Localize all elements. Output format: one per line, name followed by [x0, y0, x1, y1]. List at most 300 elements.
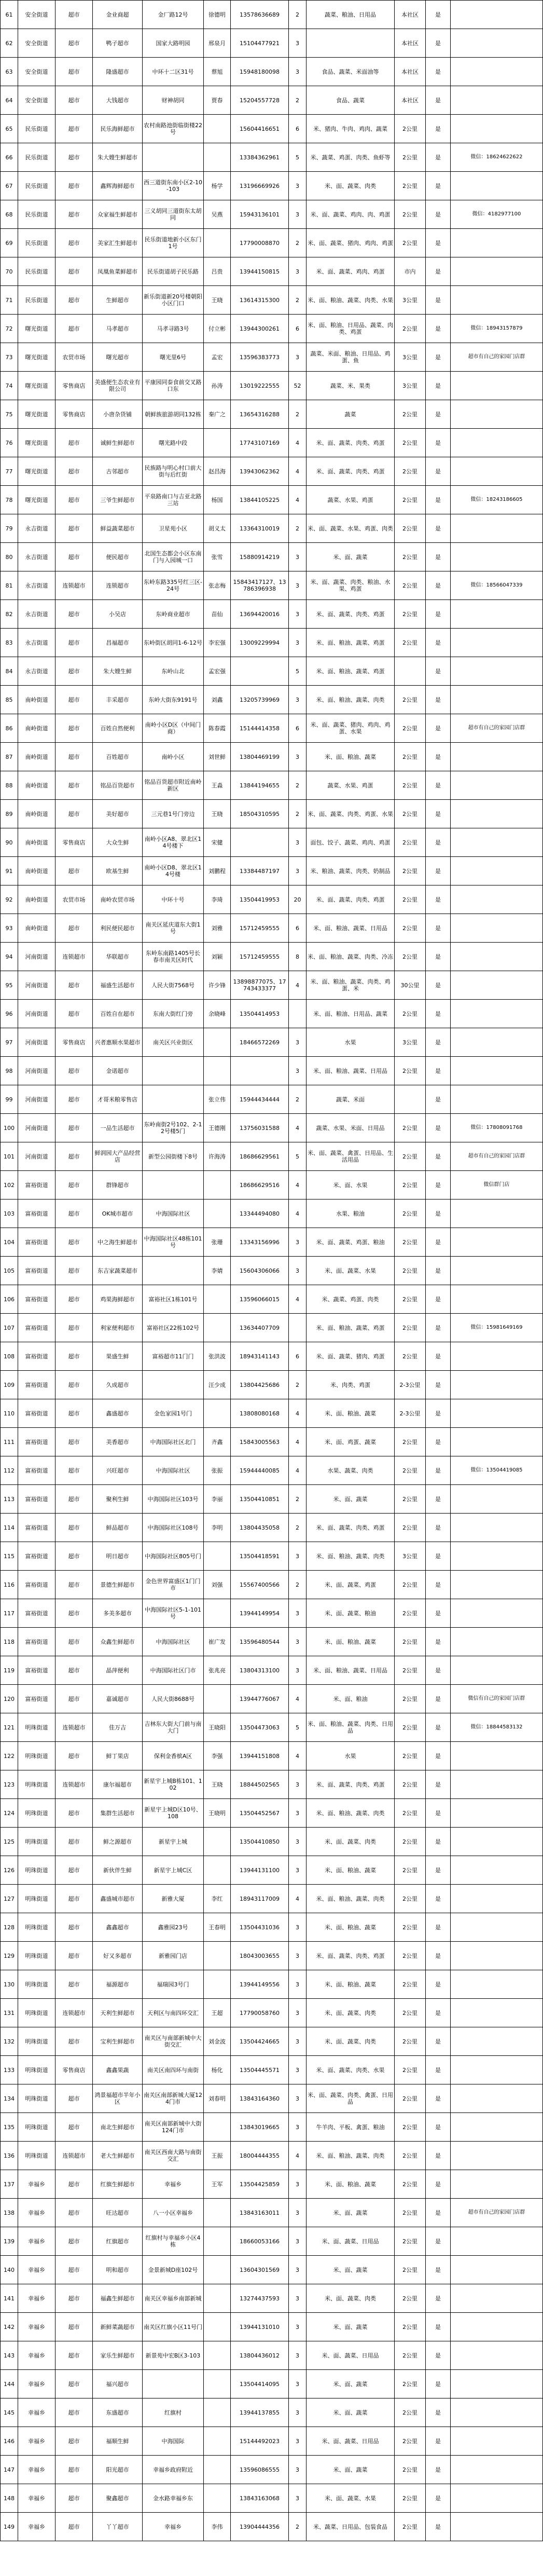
- products-cell: 米、面、蔬菜、日用品: [307, 2227, 395, 2256]
- table-row: [1, 257, 543, 286]
- staff-count-cell: 8: [289, 943, 307, 971]
- products-cell: 米、面、粮油、蔬菜、日用品: [307, 1057, 395, 1085]
- note-cell: [451, 600, 543, 629]
- note-cell: [451, 1399, 543, 1428]
- manager-cell: 张珊: [204, 1228, 231, 1257]
- table-row: [1, 1428, 543, 1456]
- business-name-cell: 鲜品超市: [93, 1514, 143, 1542]
- staff-count-cell: 3: [289, 2084, 307, 2113]
- products-cell: 蔬菜、水果、米面、日用品: [307, 1114, 395, 1142]
- note-cell: 超市有自己的家园门店群: [451, 1142, 543, 1171]
- manager-cell: [204, 2227, 231, 2256]
- manager-cell: 蔡旭: [204, 58, 231, 86]
- row-number-cell: 109: [1, 1371, 18, 1399]
- manager-cell: 徐德明: [204, 1, 231, 29]
- type-cell: 超市: [55, 1799, 93, 1828]
- type-cell: 连锁超市: [55, 943, 93, 971]
- manager-cell: 刘鹏程: [204, 857, 231, 885]
- row-number-cell: 128: [1, 1913, 18, 1942]
- staff-count-cell: 3: [289, 857, 307, 885]
- staff-count-cell: 3: [289, 2056, 307, 2084]
- table-row: [1, 2056, 543, 2084]
- table-row: [1, 914, 543, 943]
- staff-count-cell: 4: [289, 429, 307, 457]
- address-cell: 新景苑中宏B区3-103: [143, 2341, 204, 2370]
- business-name-cell: 晶萍便利: [93, 1656, 143, 1685]
- district-cell: 富裕街道: [18, 1228, 55, 1257]
- phone-cell: 13596383773: [231, 343, 289, 372]
- phone-cell: 15880914219: [231, 543, 289, 571]
- delivery-range-cell: 2公里: [395, 1742, 426, 1770]
- business-name-cell: 百姓超市: [93, 743, 143, 771]
- table-row: [1, 1085, 543, 1114]
- district-cell: 民乐街道: [18, 143, 55, 172]
- row-number-cell: 85: [1, 686, 18, 714]
- district-cell: 曙光街道: [18, 315, 55, 343]
- business-name-cell: 诚鲜生鲜超市: [93, 429, 143, 457]
- row-number-cell: 108: [1, 1342, 18, 1371]
- phone-cell: [231, 1057, 289, 1085]
- table-row: [1, 1656, 543, 1685]
- district-cell: 河南街道: [18, 1114, 55, 1142]
- delivery-range-cell: 2公里: [395, 1885, 426, 1913]
- online-cell: 是: [426, 2113, 451, 2142]
- note-cell: 微信：18243186605: [451, 486, 543, 514]
- type-cell: 超市: [55, 1456, 93, 1485]
- type-cell: 超市: [55, 1085, 93, 1114]
- row-number-cell: 107: [1, 1314, 18, 1342]
- business-name-cell: 南岭农贸市场: [93, 885, 143, 914]
- type-cell: 连锁超市: [55, 1770, 93, 1799]
- manager-cell: 杨国: [204, 486, 231, 514]
- address-cell: 中海国际社区805号门: [143, 1542, 204, 1571]
- note-cell: [451, 372, 543, 400]
- products-cell: 米、面、粮油、蔬菜、鸡蛋: [307, 657, 395, 686]
- business-name-cell: 鲜之源超市: [93, 1828, 143, 1856]
- type-cell: 零售商店: [55, 1028, 93, 1057]
- row-number-cell: 92: [1, 885, 18, 914]
- row-number-cell: 141: [1, 2284, 18, 2313]
- business-name-cell: 福鑫生鲜超市: [93, 2284, 143, 2313]
- online-cell: 是: [426, 29, 451, 58]
- products-cell: 米、面、粮油、蔬菜: [307, 1856, 395, 1885]
- delivery-range-cell: 2-3公里: [395, 1371, 426, 1399]
- row-number-cell: 101: [1, 1142, 18, 1171]
- phone-cell: [231, 828, 289, 857]
- row-number-cell: 103: [1, 1200, 18, 1228]
- type-cell: 超市: [55, 1628, 93, 1656]
- type-cell: 超市: [55, 1742, 93, 1770]
- type-cell: 超市: [55, 286, 93, 315]
- row-number-cell: 135: [1, 2113, 18, 2142]
- delivery-range-cell: 本社区: [395, 29, 426, 58]
- business-name-cell: 福盛生活超市: [93, 971, 143, 1000]
- phone-cell: 18043003655: [231, 1942, 289, 1970]
- table-row: [1, 1257, 543, 1285]
- products-cell: 牛羊肉、平板、禽蛋、粮油: [307, 2113, 395, 2142]
- manager-cell: 张志梅: [204, 571, 231, 600]
- phone-cell: 13504419953: [231, 885, 289, 914]
- phone-cell: 18844502565: [231, 1770, 289, 1799]
- row-number-cell: 77: [1, 457, 18, 486]
- phone-cell: 15604306066: [231, 1257, 289, 1285]
- note-cell: [451, 1514, 543, 1542]
- delivery-range-cell: 2公里: [395, 1599, 426, 1628]
- row-number-cell: 95: [1, 971, 18, 1000]
- table-row: [1, 771, 543, 800]
- address-cell: 三义胡同三道街东太胡同: [143, 200, 204, 229]
- phone-cell: 13596066015: [231, 1285, 289, 1314]
- business-name-cell: 东盛超市: [93, 2398, 143, 2427]
- business-name-cell: 兴者惠顺水果超市: [93, 1028, 143, 1057]
- delivery-range-cell: 2公里: [395, 714, 426, 743]
- table-row: [1, 686, 543, 714]
- district-cell: 永吉街道: [18, 657, 55, 686]
- type-cell: 超市: [55, 2427, 93, 2456]
- type-cell: 超市: [55, 2113, 93, 2142]
- district-cell: 富裕街道: [18, 1485, 55, 1514]
- online-cell: 是: [426, 2484, 451, 2513]
- products-cell: 蔬菜、水果、鸡蛋: [307, 771, 395, 800]
- note-cell: [451, 1371, 543, 1399]
- online-cell: 是: [426, 1885, 451, 1913]
- district-cell: 富裕街道: [18, 1399, 55, 1428]
- staff-count-cell: 4: [289, 1428, 307, 1456]
- products-cell: 蔬菜: [307, 400, 395, 429]
- phone-cell: 15567400566: [231, 1571, 289, 1599]
- phone-cell: 15943136101: [231, 200, 289, 229]
- note-cell: 微信：13504419085: [451, 1456, 543, 1485]
- district-cell: 南岭街道: [18, 828, 55, 857]
- note-cell: [451, 1656, 543, 1685]
- online-cell: 是: [426, 257, 451, 286]
- district-cell: 永吉街道: [18, 571, 55, 600]
- row-number-cell: 86: [1, 714, 18, 743]
- district-cell: 幸福乡: [18, 2170, 55, 2199]
- staff-count-cell: 2: [289, 86, 307, 115]
- staff-count-cell: 4: [289, 1456, 307, 1485]
- row-number-cell: 102: [1, 1171, 18, 1200]
- manager-cell: 李伟: [204, 2513, 231, 2541]
- products-cell: 米、面、粮油、蔬菜、肉类、日用品: [307, 1713, 395, 1742]
- table-row: [1, 1456, 543, 1485]
- products-cell: 米、面、蔬菜、粮油: [307, 1599, 395, 1628]
- address-cell: 新乐街道新20号楼朝阳小区门口: [143, 286, 204, 315]
- type-cell: 超市: [55, 914, 93, 943]
- district-cell: 明珠街道: [18, 2142, 55, 2170]
- online-cell: 是: [426, 400, 451, 429]
- note-cell: [451, 2170, 543, 2199]
- manager-cell: [204, 2370, 231, 2398]
- address-cell: 中环十号: [143, 885, 204, 914]
- products-cell: 米、面、粮油、蔬菜: [307, 1913, 395, 1942]
- delivery-range-cell: 2公里: [395, 2370, 426, 2398]
- delivery-range-cell: 本社区: [395, 1, 426, 29]
- phone-cell: 13944776067: [231, 1685, 289, 1713]
- address-cell: 朝鲜族旅游胡同132栋: [143, 400, 204, 429]
- district-cell: 南岭街道: [18, 743, 55, 771]
- staff-count-cell: 3: [289, 1656, 307, 1685]
- delivery-range-cell: 2公里: [395, 629, 426, 657]
- note-cell: [451, 2256, 543, 2284]
- delivery-range-cell: 3公里: [395, 343, 426, 372]
- district-cell: 富裕街道: [18, 1571, 55, 1599]
- online-cell: 是: [426, 1628, 451, 1656]
- type-cell: 超市: [55, 2027, 93, 2056]
- table-row: [1, 943, 543, 971]
- note-cell: [451, 943, 543, 971]
- staff-count-cell: 2: [289, 800, 307, 828]
- phone-cell: 13944131100: [231, 1856, 289, 1885]
- address-cell: 国家大路明园: [143, 29, 204, 58]
- online-cell: 是: [426, 1571, 451, 1599]
- delivery-range-cell: 2公里: [395, 1114, 426, 1142]
- district-cell: 安全街道: [18, 58, 55, 86]
- row-number-cell: 88: [1, 771, 18, 800]
- row-number-cell: 117: [1, 1599, 18, 1628]
- note-cell: [451, 1856, 543, 1885]
- products-cell: 米、面、蔬菜、肉类: [307, 1999, 395, 2027]
- note-cell: [451, 743, 543, 771]
- online-cell: 是: [426, 1000, 451, 1028]
- products-cell: 蔬菜、水果、鸡蛋: [307, 486, 395, 514]
- row-number-cell: 136: [1, 2142, 18, 2170]
- business-name-cell: 鲜润园大产品经营店: [93, 1142, 143, 1171]
- note-cell: 超市有自己的家园门店群: [451, 714, 543, 743]
- online-cell: 是: [426, 429, 451, 457]
- note-cell: [451, 2341, 543, 2370]
- table-row: [1, 457, 543, 486]
- online-cell: 是: [426, 1200, 451, 1228]
- phone-cell: 13694420016: [231, 600, 289, 629]
- phone-cell: 13344494080: [231, 1200, 289, 1228]
- type-cell: 超市: [55, 1057, 93, 1085]
- address-cell: 财神胡同: [143, 86, 204, 115]
- phone-cell: 13504414095: [231, 2370, 289, 2398]
- products-cell: 米、面、蔬菜: [307, 543, 395, 571]
- address-cell: [143, 1257, 204, 1285]
- online-cell: 是: [426, 629, 451, 657]
- products-cell: 米、面、粮油、蔬菜、鸡蛋: [307, 1314, 395, 1342]
- address-cell: 东岭南街2号102、2-12号楼5门: [143, 1114, 204, 1142]
- table-row: [1, 143, 543, 172]
- business-name-cell: 金诺超市: [93, 1057, 143, 1085]
- delivery-range-cell: 本社区: [395, 58, 426, 86]
- delivery-range-cell: 2公里: [395, 571, 426, 600]
- district-cell: 明珠街道: [18, 1799, 55, 1828]
- note-cell: [451, 543, 543, 571]
- type-cell: 超市: [55, 1428, 93, 1456]
- products-cell: 米、面、蔬菜、日用品: [307, 2341, 395, 2370]
- table-row: [1, 1799, 543, 1828]
- row-number-cell: 87: [1, 743, 18, 771]
- staff-count-cell: 3: [289, 257, 307, 286]
- products-cell: 水果: [307, 1742, 395, 1770]
- delivery-range-cell: 2公里: [395, 1200, 426, 1228]
- row-number-cell: 114: [1, 1514, 18, 1542]
- table-row: [1, 743, 543, 771]
- district-cell: 明珠街道: [18, 2027, 55, 2056]
- address-cell: 八一小区幸福乡: [143, 2199, 204, 2227]
- staff-count-cell: 3: [289, 2170, 307, 2199]
- online-cell: 是: [426, 800, 451, 828]
- type-cell: 超市: [55, 2513, 93, 2541]
- district-cell: 富裕街道: [18, 1171, 55, 1200]
- phone-cell: 15712459555: [231, 914, 289, 943]
- table-row: [1, 1828, 543, 1856]
- table-row: [1, 86, 543, 115]
- manager-cell: 孙涛: [204, 372, 231, 400]
- staff-count-cell: 3: [289, 172, 307, 200]
- staff-count-cell: 3: [289, 2427, 307, 2456]
- phone-cell: 13898877075、17743433377: [231, 971, 289, 1000]
- products-cell: 米、面、蔬菜: [307, 1485, 395, 1514]
- address-cell: 金景新城D座102号: [143, 2256, 204, 2284]
- manager-cell: 邢泉月: [204, 29, 231, 58]
- delivery-range-cell: 2公里: [395, 2313, 426, 2341]
- business-name-cell: 丫丫超市: [93, 2513, 143, 2541]
- delivery-range-cell: 2公里: [395, 800, 426, 828]
- delivery-range-cell: 2公里: [395, 885, 426, 914]
- online-cell: 是: [426, 914, 451, 943]
- address-cell: 新星宇上城D区10号、108: [143, 1799, 204, 1828]
- manager-cell: [204, 2256, 231, 2284]
- type-cell: 超市: [55, 1942, 93, 1970]
- online-cell: 是: [426, 2341, 451, 2370]
- delivery-range-cell: 2公里: [395, 2513, 426, 2541]
- staff-count-cell: 20: [289, 885, 307, 914]
- manager-cell: [204, 1057, 231, 1085]
- products-cell: 米、面、蔬菜: [307, 2199, 395, 2227]
- address-cell: 曙光路中段: [143, 429, 204, 457]
- manager-cell: 王军: [204, 2170, 231, 2199]
- address-cell: 中海国际社区北门: [143, 1428, 204, 1456]
- business-name-cell: 利民便民超市: [93, 914, 143, 943]
- staff-count-cell: 5: [289, 657, 307, 686]
- manager-cell: 刘雅: [204, 914, 231, 943]
- phone-cell: 13504445571: [231, 2056, 289, 2084]
- district-cell: 民乐街道: [18, 257, 55, 286]
- address-cell: 新雅大厦: [143, 1885, 204, 1913]
- products-cell: 米、面、粮油、蔬菜、肉类: [307, 2142, 395, 2170]
- online-cell: 是: [426, 1742, 451, 1770]
- products-cell: [307, 29, 395, 58]
- address-cell: 北国生态都会小区东南门与入园城一口: [143, 543, 204, 571]
- delivery-range-cell: 2公里: [395, 1856, 426, 1885]
- note-cell: [451, 229, 543, 257]
- staff-count-cell: 2: [289, 1571, 307, 1599]
- delivery-range-cell: 2公里: [395, 600, 426, 629]
- row-number-cell: 115: [1, 1542, 18, 1571]
- district-cell: 曙光街道: [18, 343, 55, 372]
- row-number-cell: 127: [1, 1885, 18, 1913]
- note-cell: [451, 800, 543, 828]
- address-cell: 红旗村: [143, 2398, 204, 2427]
- note-cell: [451, 2142, 543, 2170]
- products-cell: 米、面、粮油、日用品、蔬菜、肉类、鸡蛋: [307, 315, 395, 343]
- business-name-cell: 朱大嫂生鲜超市: [93, 143, 143, 172]
- phone-cell: 13634407709: [231, 1314, 289, 1342]
- table-row: [1, 2427, 543, 2456]
- type-cell: 超市: [55, 143, 93, 172]
- district-cell: 安全街道: [18, 1, 55, 29]
- phone-cell: 15948180098: [231, 58, 289, 86]
- delivery-range-cell: 2公里: [395, 2199, 426, 2227]
- address-cell: 南关区延庆道东大街1号: [143, 914, 204, 943]
- address-cell: [143, 1085, 204, 1114]
- phone-cell: 13384362961: [231, 143, 289, 172]
- business-name-cell: 久成超市: [93, 1371, 143, 1399]
- phone-cell: 18504310595: [231, 800, 289, 828]
- row-number-cell: 73: [1, 343, 18, 372]
- table-row: [1, 1970, 543, 1999]
- products-cell: 蔬菜、米面、粮油、日用品、鸡蛋、鱼: [307, 343, 395, 372]
- type-cell: 超市: [55, 714, 93, 743]
- note-cell: 微信：4182977100: [451, 200, 543, 229]
- staff-count-cell: 4: [289, 1742, 307, 1770]
- address-cell: 南岭小区A8、翠北区14号楼下: [143, 828, 204, 857]
- address-cell: 新星宇上城B栋101、102: [143, 1770, 204, 1799]
- address-cell: 中海国际社区103号: [143, 1485, 204, 1514]
- type-cell: 超市: [55, 2398, 93, 2427]
- table-row: [1, 1399, 543, 1428]
- district-cell: 幸福乡: [18, 2227, 55, 2256]
- type-cell: 超市: [55, 1142, 93, 1171]
- phone-cell: 13504473063: [231, 1713, 289, 1742]
- district-cell: 明珠街道: [18, 1913, 55, 1942]
- phone-cell: 18943117009: [231, 1885, 289, 1913]
- online-cell: 是: [426, 1342, 451, 1371]
- row-number-cell: 137: [1, 2170, 18, 2199]
- manager-cell: 李琦: [204, 885, 231, 914]
- online-cell: 是: [426, 1942, 451, 1970]
- address-cell: 东岭东路335号红三区-24号: [143, 571, 204, 600]
- address-cell: 中海国际社区: [143, 1456, 204, 1485]
- business-name-cell: 鑫辉海鲜超市: [93, 172, 143, 200]
- business-name-cell: 古邻超市: [93, 457, 143, 486]
- row-number-cell: 104: [1, 1228, 18, 1257]
- business-name-cell: 连锁超市: [93, 571, 143, 600]
- note-cell: [451, 58, 543, 86]
- staff-count-cell: 3: [289, 2370, 307, 2398]
- type-cell: 超市: [55, 1885, 93, 1913]
- note-cell: [451, 1085, 543, 1114]
- district-cell: 富裕街道: [18, 1599, 55, 1628]
- district-cell: 富裕街道: [18, 1428, 55, 1456]
- online-cell: 是: [426, 2513, 451, 2541]
- products-cell: 米、蔬菜、鸡蛋、肉类: [307, 1285, 395, 1314]
- business-name-cell: 鸿景福超市半年小区: [93, 2084, 143, 2113]
- address-cell: 铭品百货超市附近南岭新区: [143, 771, 204, 800]
- type-cell: 超市: [55, 29, 93, 58]
- phone-cell: 13009229994: [231, 629, 289, 657]
- address-cell: 南关区红旗小区11号门: [143, 2313, 204, 2341]
- phone-cell: 13944151808: [231, 1742, 289, 1770]
- district-cell: 富裕街道: [18, 1656, 55, 1685]
- business-name-cell: 新鲜菜蔬超市: [93, 2313, 143, 2341]
- staff-count-cell: 4: [289, 1885, 307, 1913]
- district-cell: 富裕街道: [18, 1542, 55, 1571]
- manager-cell: 刘强: [204, 1571, 231, 1599]
- row-number-cell: 143: [1, 2341, 18, 2370]
- manager-cell: 刘颖: [204, 943, 231, 971]
- online-cell: 是: [426, 229, 451, 257]
- online-cell: 是: [426, 58, 451, 86]
- type-cell: 连锁超市: [55, 2142, 93, 2170]
- note-cell: [451, 686, 543, 714]
- manager-cell: 赵昌海: [204, 457, 231, 486]
- business-name-cell: 聚鑫超市: [93, 2484, 143, 2513]
